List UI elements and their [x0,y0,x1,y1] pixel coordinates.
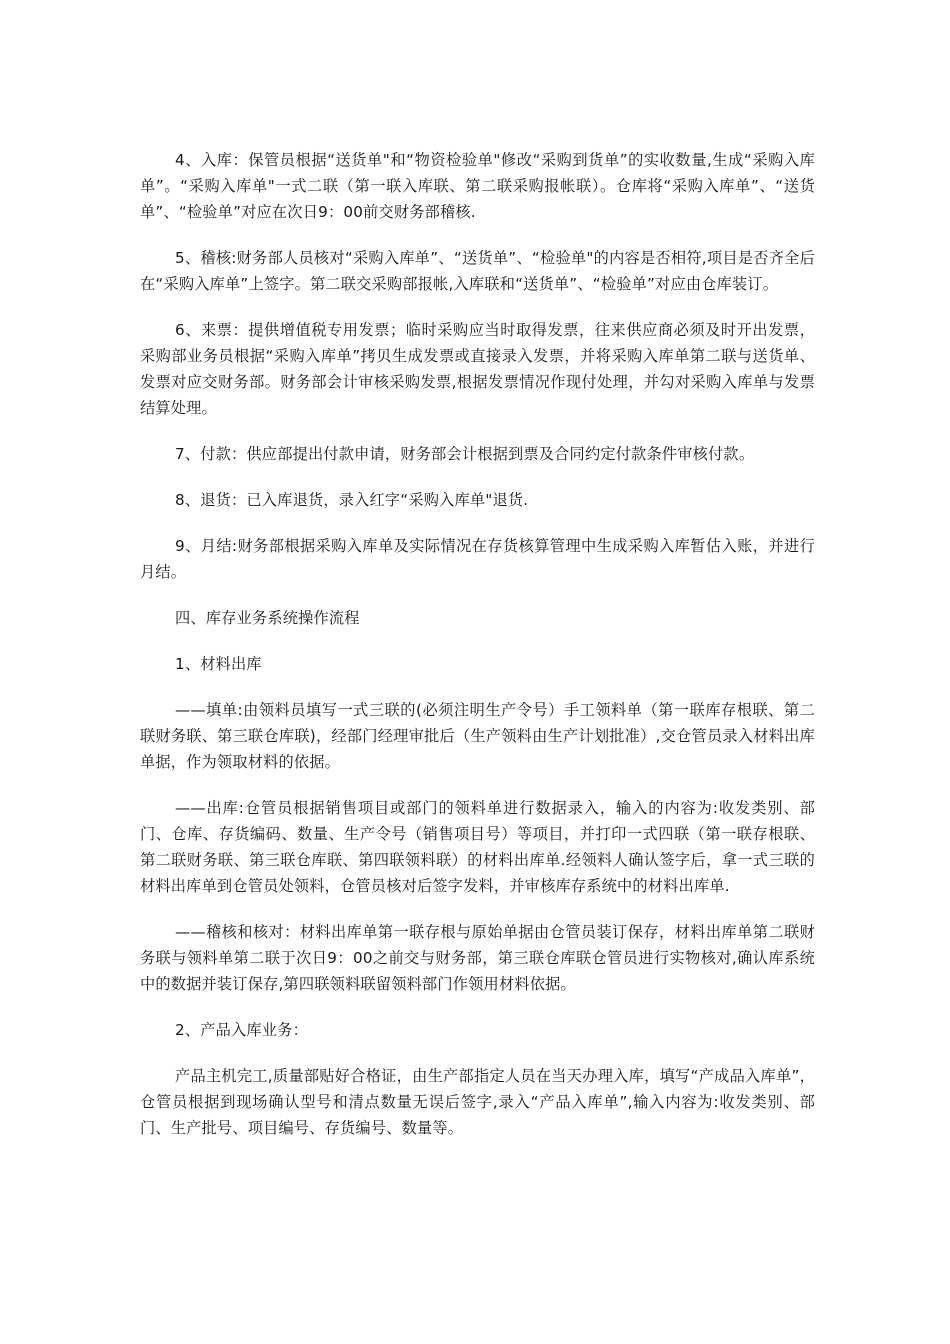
paragraph-product-inbound: 产品主机完工,质量部贴好合格证，由生产部指定人员在当天办理入库，填写“产成品入库单”，仓管员根据到现场确认型号和清点数量无误后签字,录入“产品入库单”,输入内容为:收发类别、部门、生产批号、项目编号、存货编号、数量等。 [140,1067,815,1137]
subheading-product-inbound: 2、产品入库业务： [175,1021,308,1039]
paragraph-storage-entry: 4、入库：保管员根据“送货单"和“物资检验单"修改“采购到货单”的实收数量,生成“采购入库单”。“采购入库单"一式二联（第一联入库联、第二联采购报帐联）。仓库将“采购入库单”、“送货单”、“检验单”对应在次日9：00前交财务部稽核. [140,151,815,221]
paragraph-return: 8、退货：已入库退货，录入红字“采购入库单"退货. [175,491,529,509]
paragraph-fill-form: ——填单:由领料员填写一式三联的(必须注明生产令号）手工领料单（第一联库存根联、第二联财务联、第三联仓库联)，经部门经理审批后（生产领料由生产计划批准）,交仓管员录入材料出库单据，作为领取材料的依据。 [140,701,815,771]
paragraph-audit: 5、稽核:财务部人员核对“采购入库单”、“送货单”、“检验单"的内容是否相符,项目是否齐全后在“采购入库单”上签字。第二联交采购部报帐,入库联和“送货单”、“检验单”对应由仓库装订。 [140,249,815,293]
paragraph-invoice: 6、来票：提供增值税专用发票；临时采购应当时取得发票，往来供应商必须及时开出发票，采购部业务员根据“采购入库单”拷贝生成发票或直接录入发票，并将采购入库单第二联与送货单、发票对应交财务部。财务部会计审核采购发票,根据发票情况作现付处理，并勾对采购入库单与发票结算处理。 [140,321,815,417]
document-body [140,147,815,1161]
subheading-material-outbound: 1、材料出库 [175,655,262,673]
paragraph-outbound: ——出库:仓管员根据销售项目或部门的领料单进行数据录入，输入的内容为:收发类别、部门、仓库、存货编码、数量、生产令号（销售项目号）等项目，并打印一式四联（第一联存根联、第二联财务联、第三联仓库联、第四联领料联）的材料出库单.经领料人确认签字后，拿一式三联的材料出库单到仓管员处领料，仓管员核对后签字发料，并审核库存系统中的材料出库单. [140,799,815,895]
section-heading-inventory: 四、库存业务系统操作流程 [175,609,360,627]
paragraph-payment: 7、付款：供应部提出付款申请，财务部会计根据到票及合同约定付款条件审核付款。 [175,445,755,463]
paragraph-month-end: 9、月结:财务部根据采购入库单及实际情况在存货核算管理中生成采购入库暂估入账，并进行月结。 [140,537,815,581]
paragraph-audit-check: ——稽核和核对：材料出库单第一联存根与原始单据由仓管员装订保存，材料出库单第二联财务联与领料单第二联于次日9：00之前交与财务部，第三联仓库联仓管员进行实物核对,确认库系统中的数据并装订保存,第四联领料联留领料部门作领用材料依据。 [140,923,815,993]
